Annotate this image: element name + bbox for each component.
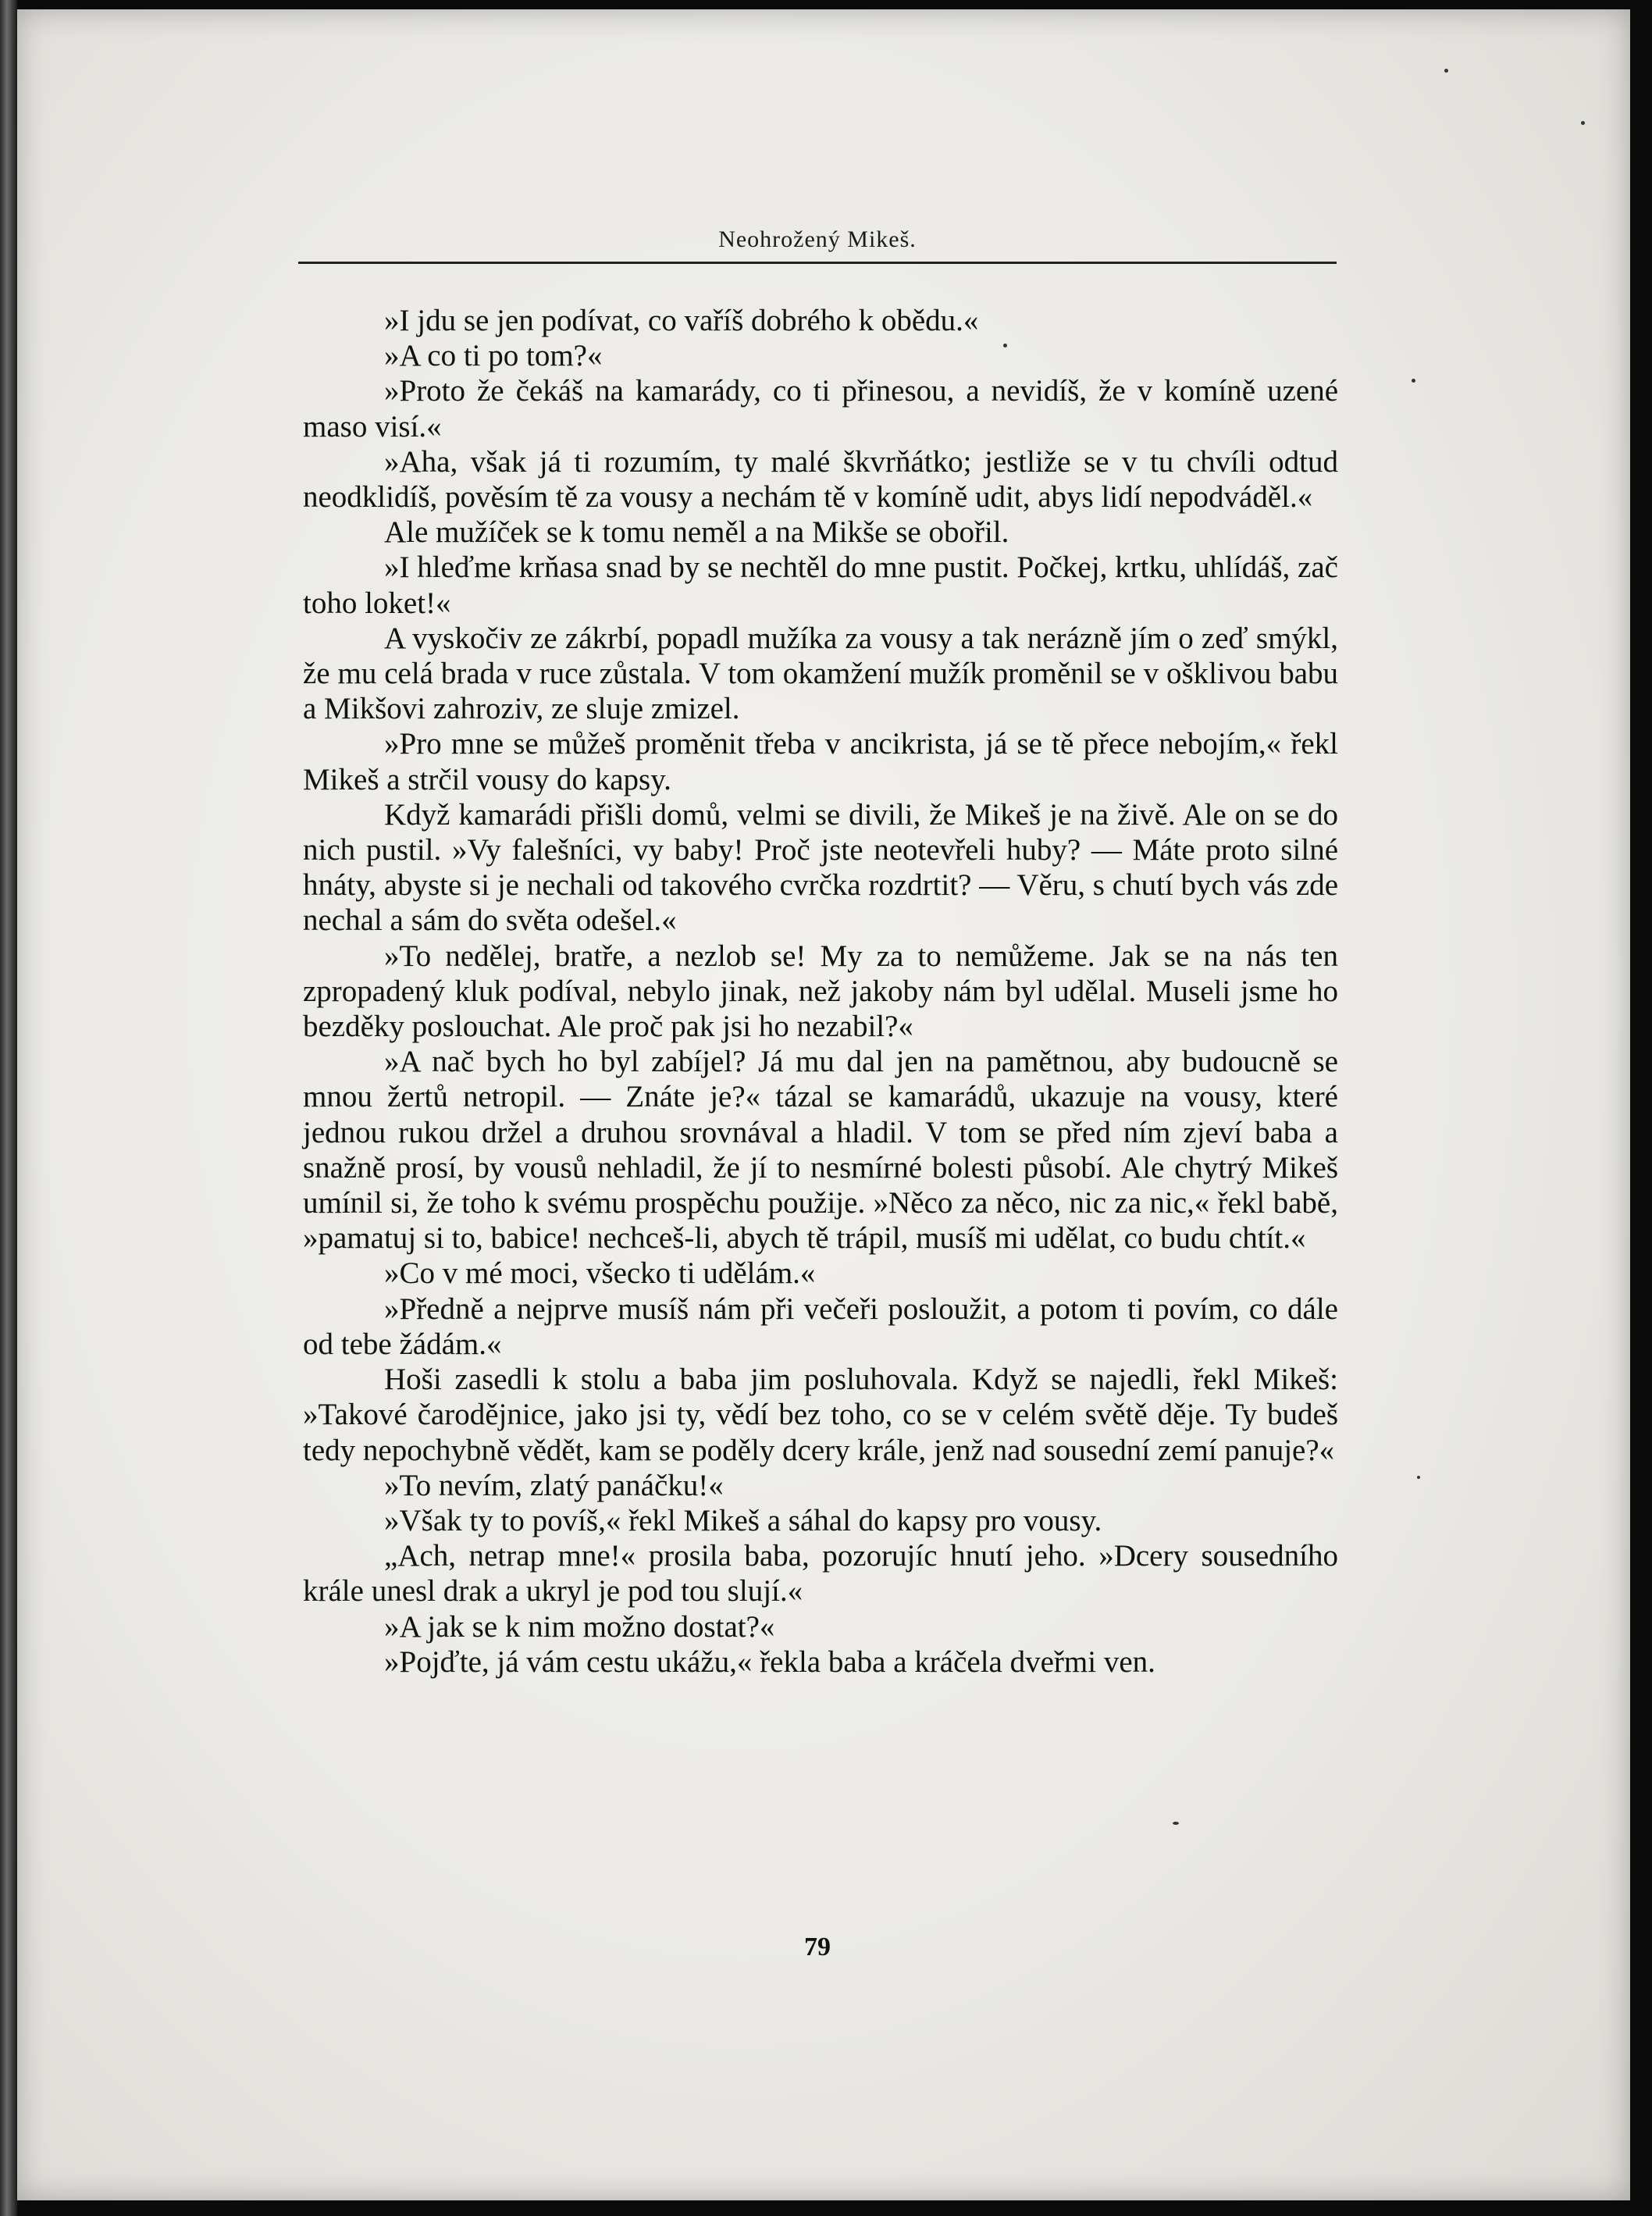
paper-speck — [1444, 69, 1448, 73]
paper-speck — [1581, 121, 1585, 125]
paragraph: »Proto že čekáš na kamarády, co ti přinesou, a nevidíš, že v komíně uzené maso visí.« — [303, 374, 1338, 444]
paragraph: Když kamarádi přišli domů, velmi se divili, že Mikeš je na živě. Ale on se do nich pustil. »Vy falešníci, vy baby! Proč jste neotevřeli huby? — Máte proto silné hnáty, abyste si je nechali od takového cvrčka rozdrtit? — Věru, s chutí bych vás zde nechal a sám do světa odešel.« — [303, 797, 1338, 938]
paragraph: „Ach, netrap mne!« prosila baba, pozorujíc hnutí jeho. »Dcery sousedního krále unesl drak a ukryl je pod tou slují.« — [303, 1539, 1338, 1609]
paper-speck — [1412, 379, 1415, 383]
paragraph: »To nevím, zlatý panáčku!« — [384, 1468, 724, 1502]
paragraph: »Aha, však já ti rozumím, ty malé škvrňátko; jestliže se v tu chvíli odtud neodklidíš, pověsím tě za vousy a nechám tě v komíně udit, abys lidí nepodváděl.« — [303, 444, 1338, 515]
paragraph: Hoši zasedli k stolu a baba jim posluhovala. Když se najedli, řekl Mikeš: »Takové čarodějnice, jako jsi ty, vědí bez toho, co se v celém světě děje. Ty budeš tedy nepochybně vědět, kam se poděly dcery krále, jenž nad sousední zemí panuje?« — [303, 1363, 1338, 1467]
paper-speck — [1003, 344, 1007, 347]
paragraph: »Předně a nejprve musíš nám při večeři posloužit, a potom ti povím, co dále od tebe žádám.« — [303, 1291, 1338, 1361]
paragraph: »Pro mne se můžeš proměnit třeba v ancikrista, já se tě přece nebojím,« řekl Mikeš a strčil vousy do kapsy. — [303, 727, 1338, 796]
paragraph: Ale mužíček se k tomu neměl a na Mikše se obořil. — [384, 515, 1009, 550]
paragraph: »A co ti po tom?« — [384, 339, 603, 373]
paragraph: »A jak se k nim možno dostat?« — [384, 1609, 775, 1644]
page-number: 79 — [804, 1933, 831, 1961]
binding-edge — [0, 0, 17, 2216]
running-header: Neohrožený Mikeš. — [718, 226, 917, 252]
paper-speck — [1173, 1822, 1179, 1825]
paragraph: »Pojďte, já vám cestu ukážu,« řekla baba a kráčela dveřmi ven. — [384, 1644, 1155, 1679]
paragraph: »I jdu se jen podívat, co vaříš dobrého k obědu.« — [384, 304, 979, 337]
paragraph: »To nedělej, bratře, a nezlob se! My za to nemůžeme. Jak se na nás ten zpropadený kluk podíval, nebylo jinak, než jakoby nám byl udělal. Museli jsme ho bezděky poslouchat. Ale proč pak jsi ho nezabil?« — [303, 939, 1338, 1044]
paragraph: »Co v mé moci, všecko ti udělám.« — [384, 1256, 816, 1291]
paragraph: »I hleďme krňasa snad by se nechtěl do mne pustit. Počkej, krtku, uhlídáš, zač toho loket!« — [303, 550, 1338, 620]
header-rule — [298, 262, 1337, 264]
paragraph: A vyskočiv ze zákrbí, popadl mužíka za vousy a tak nerázně jím o zeď smýkl, že mu celá brada v ruce zůstala. V tom okamžení mužík proměnil se v ošklivou babu a Mikšovi zahroziv, ze sluje zmizel. — [303, 621, 1338, 726]
paragraph: »Však ty to povíš,« řekl Mikeš a sáhal do kapsy pro vousy. — [384, 1503, 1102, 1537]
body-text — [303, 303, 1338, 1680]
paper-speck — [1417, 1476, 1420, 1479]
paragraph: »A nač bych ho byl zabíjel? Já mu dal jen na pamětnou, aby budoucně se mnou žertů netropil. — Znáte je?« tázal se kamarádů, ukazuje na vousy, které jednou rukou držel a druhou srovnával a hladil. V tom se před ním zjeví baba a snažně prosí, by vousů nehladil, že jí to nesmírné bolesti působí. Ale chytrý Mikeš umínil si, že toho k svému prospěchu použije. »Něco za něco, nic za nic,« řekl babě, »pamatuj si to, babice! nechceš-li, abych tě trápil, musíš mi udělat, co budu chtít.« — [303, 1045, 1338, 1256]
